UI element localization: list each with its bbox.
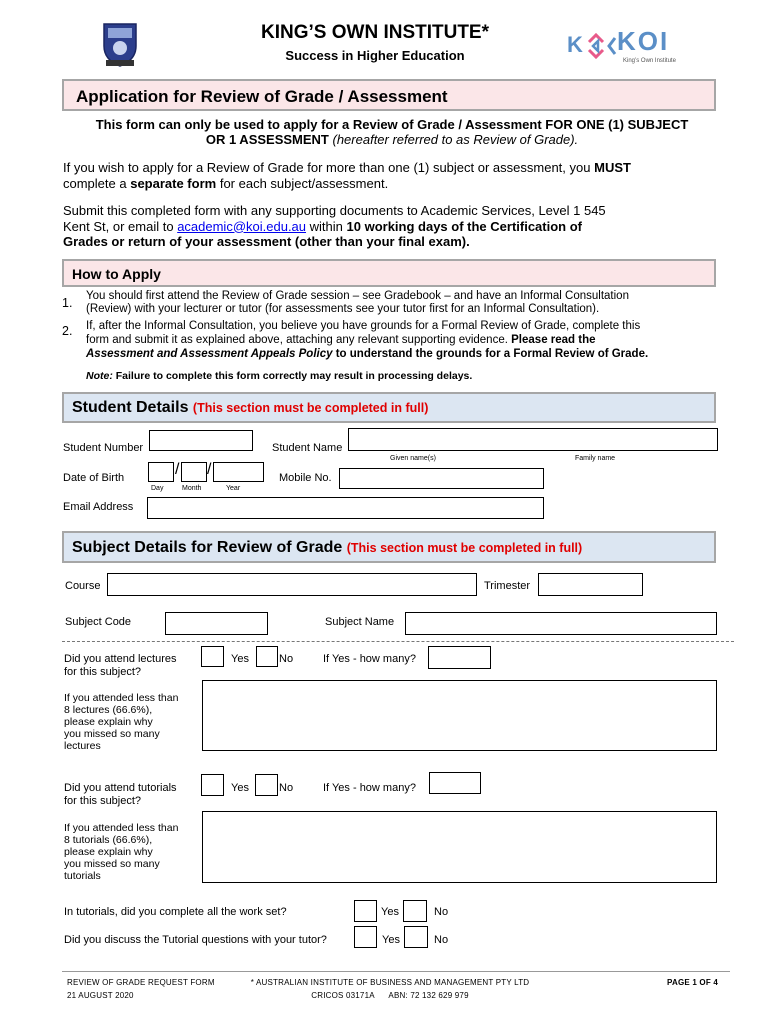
svg-text:K: K <box>567 32 583 57</box>
lectures-explain-label: If you attended less than 8 lectures (66.6%), please explain why you missed so many lectures <box>64 692 179 752</box>
subject-details-title: Subject Details for Review of Grade <box>72 539 343 556</box>
discuss-no-checkbox[interactable] <box>404 926 428 948</box>
work-set-yes-checkbox[interactable] <box>354 900 377 922</box>
koi-logo <box>565 20 690 68</box>
footer-page: PAGE 1 OF 4 <box>667 978 718 987</box>
course-label: Course <box>65 580 101 592</box>
tutorials-yes-label: Yes <box>231 782 249 794</box>
tutorials-how-many-input[interactable] <box>429 772 481 794</box>
footer-form-name: REVIEW OF GRADE REQUEST FORM <box>67 978 215 987</box>
footer-cricos: CRICOS 03171A ABN: 72 132 629 979 <box>311 991 469 1000</box>
tutorials-no-label: No <box>279 782 294 794</box>
footer-date: 21 AUGUST 2020 <box>67 991 134 1000</box>
crest-logo <box>100 20 140 68</box>
work-set-yes-label: Yes <box>381 906 399 918</box>
lectures-no-checkbox[interactable] <box>256 646 278 667</box>
form-title-bar <box>62 79 716 111</box>
dob-day-caption: Day <box>151 485 164 492</box>
mobile-label: Mobile No. <box>279 472 332 484</box>
subject-details-bar <box>62 531 716 563</box>
discuss-no-label: No <box>434 934 449 946</box>
discuss-yes-label: Yes <box>382 934 400 946</box>
tutorials-no-checkbox[interactable] <box>255 774 278 796</box>
dob-month-input[interactable] <box>181 462 207 482</box>
tutorials-question: Did you attend tutorials for this subject? <box>64 782 177 807</box>
email-input[interactable] <box>147 497 544 519</box>
subject-code-input[interactable] <box>165 612 268 635</box>
dob-label: Date of Birth <box>63 472 125 484</box>
how-to-apply-bar <box>62 259 716 287</box>
dob-month-caption: Month <box>182 485 202 492</box>
lectures-yes-checkbox[interactable] <box>201 646 224 667</box>
dob-day-input[interactable] <box>148 462 174 482</box>
dob-year-caption: Year <box>226 485 241 492</box>
tutorials-how-many-label: If Yes - how many? <box>323 782 416 794</box>
footer-rule <box>62 971 730 972</box>
note: Note: Failure to complete this form correctly may result in processing delays. <box>86 370 473 382</box>
how-to-apply-title: How to Apply <box>72 266 161 282</box>
dob-slash-2: / <box>207 461 212 478</box>
intro-para2: If you wish to apply for a Review of Grade for more than one (1) subject or assessment, you MUST complete a separate form for each subject/assessment. <box>63 160 631 191</box>
item1-text: You should first attend the Review of Grade session – see Gradebook – and have an Informal Consultation (Review) with your lecturer or tutor (for assessments see your tutor first for an Informal Consultation). <box>86 290 629 315</box>
item1-number: 1. <box>62 296 73 310</box>
dashed-divider <box>62 641 734 642</box>
intro-para3: Submit this completed form with any supporting documents to Academic Services, Level 1 545 Kent St, or email to academic@koi.edu.au within 10 working days of the Certification of Grades or return of your assessment (other than your final exam). <box>63 203 606 249</box>
item2-text: If, after the Informal Consultation, you believe you have grounds for a Formal Review of Grade, complete this form and submit it as explained above, attaching any relevant supporting evidence. Please read the Assessment and Assessment Appeals Policy to understand the grounds for a Formal Review of Grade. <box>86 320 649 360</box>
lectures-no-label: No <box>279 653 294 665</box>
lectures-how-many-input[interactable] <box>428 646 491 669</box>
email-label: Email Address <box>63 501 134 513</box>
intro-line2: OR 1 ASSESSMENT (hereafter referred to as Review of Grade). <box>205 132 579 147</box>
subject-details-required: (This section must be completed in full) <box>346 541 583 555</box>
student-number-input[interactable] <box>149 430 253 451</box>
lectures-yes-label: Yes <box>231 653 249 665</box>
item2-number: 2. <box>62 324 73 338</box>
institute-name: KING’S OWN INSTITUTE* <box>261 22 489 43</box>
tutorials-explain-label: If you attended less than 8 tutorials (66.6%), please explain why you missed so many tutorials <box>64 822 179 882</box>
lectures-explain-textarea[interactable] <box>202 680 717 751</box>
subject-name-label: Subject Name <box>325 616 395 628</box>
student-details-required: (This section must be completed in full) <box>192 401 429 415</box>
subject-code-label: Subject Code <box>65 616 132 628</box>
given-names-caption: Given name(s) <box>390 455 436 462</box>
discuss-yes-checkbox[interactable] <box>354 926 377 948</box>
student-details-bar <box>62 392 716 423</box>
koi-logo-sub: King’s Own Institute <box>623 58 676 64</box>
course-input[interactable] <box>107 573 477 596</box>
email-link[interactable]: academic@koi.edu.au <box>177 218 307 234</box>
mobile-input[interactable] <box>339 468 544 489</box>
family-name-caption: Family name <box>575 455 616 462</box>
form-title: Application for Review of Grade / Assessment <box>76 87 448 106</box>
dob-slash-1: / <box>175 461 180 478</box>
tagline: Success in Higher Education <box>285 48 465 63</box>
trimester-label: Trimester <box>484 580 531 592</box>
koi-logo-text: KOI <box>617 26 670 56</box>
tutorials-explain-textarea[interactable] <box>202 811 717 883</box>
work-set-question: In tutorials, did you complete all the work set? <box>64 906 287 918</box>
subject-name-input[interactable] <box>405 612 717 635</box>
lectures-how-many-label: If Yes - how many? <box>323 653 416 665</box>
student-name-input[interactable] <box>348 428 718 451</box>
footer-entity: * AUSTRALIAN INSTITUTE OF BUSINESS AND MANAGEMENT PTY LTD <box>250 978 530 987</box>
discuss-question: Did you discuss the Tutorial questions with your tutor? <box>64 934 327 946</box>
student-details-title: Student Details <box>72 399 189 416</box>
tutorials-yes-checkbox[interactable] <box>201 774 224 796</box>
student-number-label: Student Number <box>63 442 144 454</box>
intro-line1: This form can only be used to apply for a Review of Grade / Assessment FOR ONE (1) SUBJECT <box>95 117 689 132</box>
work-set-no-label: No <box>434 906 449 918</box>
trimester-input[interactable] <box>538 573 643 596</box>
dob-year-input[interactable] <box>213 462 264 482</box>
work-set-no-checkbox[interactable] <box>403 900 427 922</box>
student-name-label: Student Name <box>272 442 343 454</box>
lectures-question: Did you attend lectures for this subject? <box>64 653 177 678</box>
